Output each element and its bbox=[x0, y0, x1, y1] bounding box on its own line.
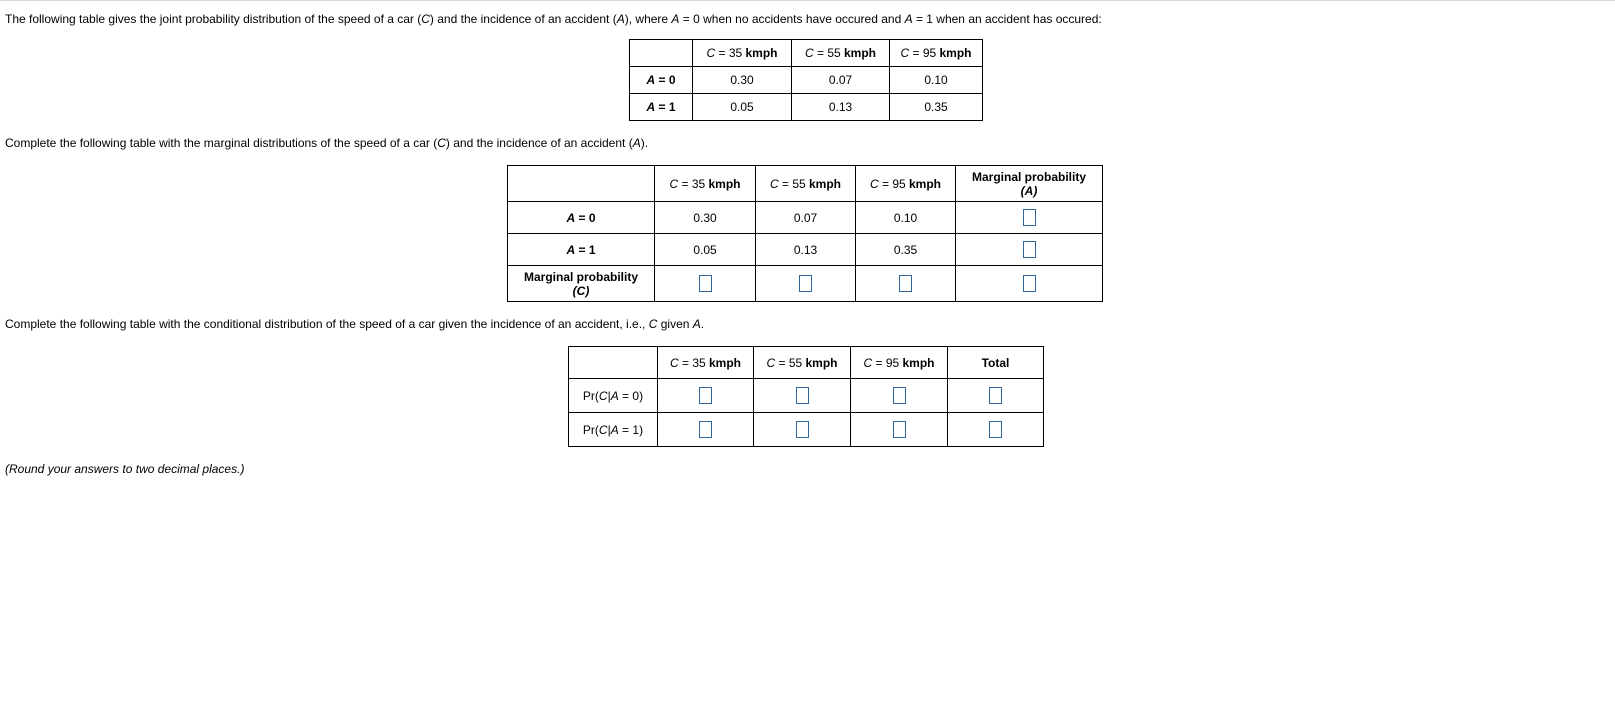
answer-input-marginal-c35[interactable] bbox=[699, 275, 712, 292]
answer-input-marginal-a0[interactable] bbox=[1023, 209, 1036, 226]
row-header-a0: A = 0 bbox=[508, 202, 655, 234]
corner-cell bbox=[630, 40, 693, 67]
table-cell: 0.30 bbox=[655, 202, 756, 234]
answer-input-marginal-a1[interactable] bbox=[1023, 241, 1036, 258]
row-header-a1: A = 1 bbox=[630, 94, 693, 121]
marginal-intro-text: Complete the following table with the marginal distributions of the speed of a car (C) and the incidence of an accident (A). bbox=[5, 136, 649, 150]
col-header-c35: C = 35 kmph bbox=[655, 166, 756, 202]
table-row bbox=[569, 413, 1044, 447]
marginal-distribution-table bbox=[507, 165, 1103, 302]
table-cell: 0.07 bbox=[756, 202, 856, 234]
table-cell: 0.13 bbox=[756, 234, 856, 266]
col-header-total: Total bbox=[948, 347, 1044, 379]
answer-cell bbox=[948, 413, 1044, 447]
answer-cell bbox=[658, 413, 754, 447]
answer-cell bbox=[658, 379, 754, 413]
answer-input-cond-a1-c35[interactable] bbox=[699, 421, 712, 438]
row-header-pr-c-given-a1: Pr(C|A = 1) bbox=[569, 413, 658, 447]
answer-input-cond-a0-c35[interactable] bbox=[699, 387, 712, 404]
answer-input-cond-a1-c95[interactable] bbox=[893, 421, 906, 438]
answer-input-cond-a1-c55[interactable] bbox=[796, 421, 809, 438]
table-row bbox=[569, 379, 1044, 413]
table-cell: 0.35 bbox=[856, 234, 956, 266]
table-cell: 0.07 bbox=[792, 67, 890, 94]
table-row bbox=[508, 202, 1103, 234]
table-row bbox=[508, 234, 1103, 266]
answer-input-marginal-c95[interactable] bbox=[899, 275, 912, 292]
answer-cell bbox=[754, 413, 851, 447]
answer-cell bbox=[754, 379, 851, 413]
top-divider bbox=[0, 0, 1615, 1]
col-header-marginal-a: Marginal probability (A) bbox=[956, 166, 1103, 202]
table-cell: 0.35 bbox=[890, 94, 983, 121]
answer-cell bbox=[948, 379, 1044, 413]
row-header-pr-c-given-a0: Pr(C|A = 0) bbox=[569, 379, 658, 413]
col-header-c35: C = 35 kmph bbox=[693, 40, 792, 67]
corner-cell bbox=[569, 347, 658, 379]
answer-input-cond-a0-total[interactable] bbox=[989, 387, 1002, 404]
answer-cell bbox=[756, 266, 856, 302]
table-row bbox=[630, 94, 983, 121]
answer-input-marginal-c55[interactable] bbox=[799, 275, 812, 292]
col-header-c55: C = 55 kmph bbox=[756, 166, 856, 202]
col-header-c95: C = 95 kmph bbox=[851, 347, 948, 379]
joint-distribution-table bbox=[629, 39, 983, 121]
table-row bbox=[630, 67, 983, 94]
table-cell: 0.10 bbox=[890, 67, 983, 94]
answer-input-cond-a0-c55[interactable] bbox=[796, 387, 809, 404]
table-cell: 0.05 bbox=[655, 234, 756, 266]
answer-input-cond-a1-total[interactable] bbox=[989, 421, 1002, 438]
corner-cell bbox=[508, 166, 655, 202]
answer-cell bbox=[856, 266, 956, 302]
col-header-c95: C = 95 kmph bbox=[856, 166, 956, 202]
col-header-c55: C = 55 kmph bbox=[754, 347, 851, 379]
answer-cell bbox=[851, 379, 948, 413]
row-header-a0: A = 0 bbox=[630, 67, 693, 94]
col-header-c55: C = 55 kmph bbox=[792, 40, 890, 67]
conditional-distribution-table bbox=[568, 346, 1044, 447]
table-cell: 0.05 bbox=[693, 94, 792, 121]
answer-cell bbox=[956, 266, 1103, 302]
rounding-note: (Round your answers to two decimal places.) bbox=[5, 462, 245, 476]
table-cell: 0.30 bbox=[693, 67, 792, 94]
answer-input-cond-a0-c95[interactable] bbox=[893, 387, 906, 404]
answer-cell bbox=[956, 234, 1103, 266]
row-header-a1: A = 1 bbox=[508, 234, 655, 266]
col-header-c35: C = 35 kmph bbox=[658, 347, 754, 379]
table-cell: 0.13 bbox=[792, 94, 890, 121]
answer-cell bbox=[851, 413, 948, 447]
answer-cell bbox=[655, 266, 756, 302]
answer-input-marginal-total[interactable] bbox=[1023, 275, 1036, 292]
col-header-c95: C = 95 kmph bbox=[890, 40, 983, 67]
conditional-intro-text: Complete the following table with the conditional distribution of the speed of a car given the incidence of an accident, i.e., C given A. bbox=[5, 317, 705, 331]
row-header-marginal-c: Marginal probability (C) bbox=[508, 266, 655, 302]
table-row bbox=[508, 266, 1103, 302]
table-cell: 0.10 bbox=[856, 202, 956, 234]
answer-cell bbox=[956, 202, 1103, 234]
intro-text: The following table gives the joint probability distribution of the speed of a car (C) and the incidence of an accident (A), where A = 0 when no accidents have occured and A = 1 when an accident has occured: bbox=[5, 12, 1102, 26]
